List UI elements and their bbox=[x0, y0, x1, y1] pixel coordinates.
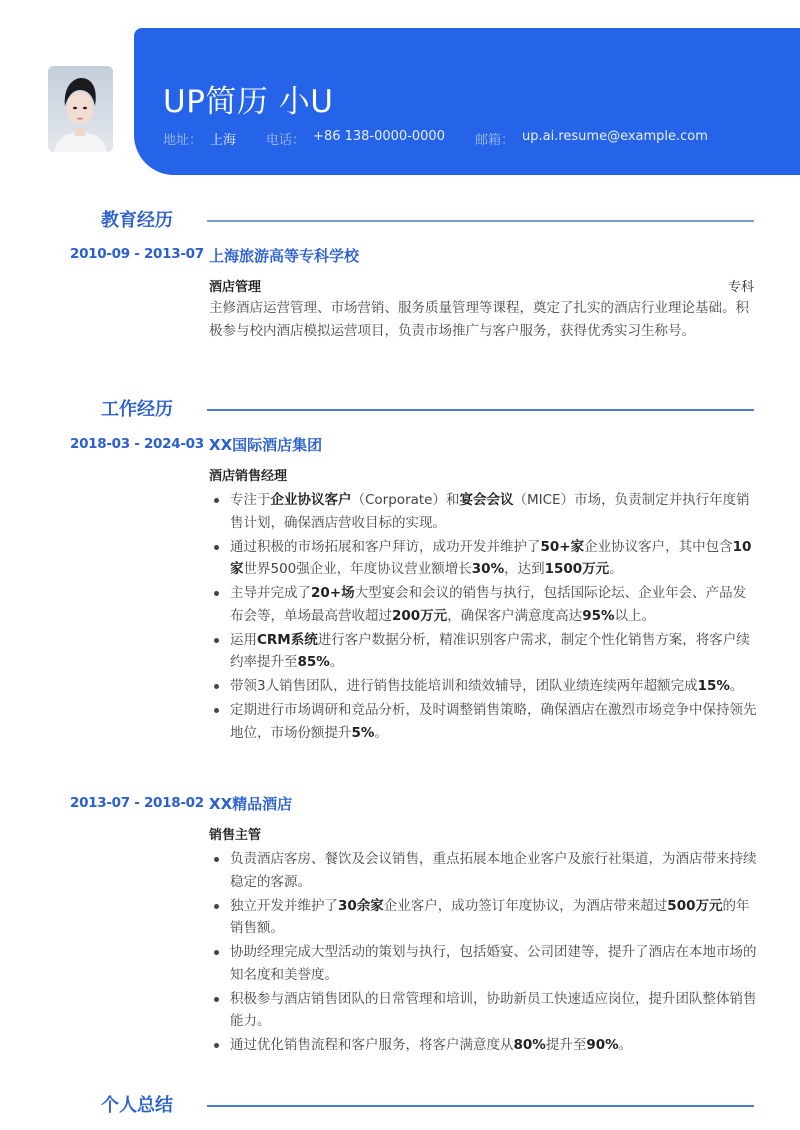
education-description: 主修酒店运营管理、市场营销、服务质量管理等课程，奠定了扎实的酒店行业理论基础。积极参与校内酒店模拟运营项目，负责市场推广与客户服务，获得优秀实习生称号。 bbox=[209, 300, 749, 339]
bullet-text: ，确保客户满意度高达 bbox=[447, 607, 583, 624]
bullet-text: 积极参与酒店销售团队的日常管理和培训，协助新员工快速适应岗位，提升团队整体销售能力。 bbox=[230, 990, 757, 1029]
highlight-text: 宴会会议 bbox=[459, 492, 514, 508]
bullet-text: 企业协议客户，其中包含 bbox=[584, 538, 733, 555]
bullet-item bbox=[209, 1034, 759, 1057]
bullet-text: （Corporate）和 bbox=[351, 492, 460, 508]
job-duties-2 bbox=[209, 848, 759, 1058]
contact-info bbox=[163, 129, 738, 148]
highlight-text: 50+家 bbox=[540, 538, 585, 555]
section-divider bbox=[207, 1105, 754, 1107]
phone-label: 电话： bbox=[266, 133, 306, 148]
company-name-2: XX精品酒店 bbox=[209, 795, 293, 813]
address-label: 地址： bbox=[163, 133, 203, 148]
bullet-text: 定期进行市场调研和竞品分析，及时调整销售策略，确保酒店在激烈市场竞争中保持领先地位，市场份额提升 bbox=[230, 702, 757, 741]
bullet-item bbox=[209, 699, 759, 744]
contact-phone bbox=[266, 129, 445, 148]
highlight-text: 5% bbox=[351, 724, 375, 741]
bullet-text: 提升至 bbox=[545, 1037, 587, 1053]
bullet-text: 带领3人销售团队，进行销售技能培训和绩效辅导，团队业绩连续两年超额完成 bbox=[230, 678, 698, 694]
candidate-name: UP简历 小U bbox=[163, 84, 334, 120]
email-label: 邮箱： bbox=[474, 133, 514, 148]
highlight-text: 200万元 bbox=[392, 607, 448, 624]
section-title-work: 工作经历 bbox=[101, 399, 173, 420]
bullet-text: 。 bbox=[618, 1037, 633, 1053]
highlight-text: CRM系统 bbox=[257, 631, 318, 648]
bullet-item bbox=[209, 941, 759, 986]
school-name: 上海旅游高等专科学校 bbox=[209, 247, 360, 265]
job-title-2: 销售主管 bbox=[209, 828, 262, 843]
bullet-item bbox=[209, 988, 759, 1033]
bullet-item bbox=[209, 629, 759, 674]
bullet-text: 通过积极的市场拓展和客户拜访，成功开发并维护了 bbox=[230, 538, 541, 555]
highlight-text: 85% bbox=[297, 654, 330, 670]
bullet-text: 的年销售额。 bbox=[230, 897, 750, 936]
highlight-text: 20+场 bbox=[311, 585, 355, 601]
bullet-item bbox=[209, 848, 759, 893]
portrait-image bbox=[48, 66, 113, 152]
highlight-text: 15% bbox=[697, 678, 730, 694]
bullet-text: 负责酒店客房、餐饮及会议销售，重点拓展本地企业客户及旅行社渠道，为酒店带来持续稳定的客源。 bbox=[230, 851, 757, 890]
highlight-text: 10家 bbox=[230, 538, 752, 577]
bullet-text: （MICE）市场，负责制定并执行年度销售计划，确保酒店营收目标的实现。 bbox=[230, 492, 750, 531]
bullet-item bbox=[209, 489, 759, 534]
major: 酒店管理 bbox=[209, 280, 262, 295]
contact-address bbox=[163, 129, 236, 148]
highlight-text: 企业协议客户 bbox=[270, 492, 352, 508]
bullet-text: 。 bbox=[729, 678, 744, 694]
summary-section-header bbox=[0, 1091, 800, 1121]
work-section-header bbox=[0, 395, 800, 425]
bullet-text: 运用 bbox=[230, 631, 257, 648]
highlight-text: 95% bbox=[582, 607, 615, 624]
bullet-text: 企业客户，成功签订年度协议，为酒店带来超过 bbox=[383, 897, 668, 914]
highlight-text: 1500万元 bbox=[544, 561, 610, 577]
bullet-text: 协助经理完成大型活动的策划与执行，包括婚宴、公司团建等，提升了酒店在本地市场的知名度和美誉度。 bbox=[230, 944, 757, 983]
bullet-text: 通过优化销售流程和客户服务，将客户满意度从 bbox=[230, 1037, 514, 1053]
bullet-item bbox=[209, 536, 759, 581]
bullet-text: 独立开发并维护了 bbox=[230, 897, 338, 914]
email-value: up.ai.resume@example.com bbox=[522, 129, 708, 144]
bullet-text: 。 bbox=[329, 654, 344, 670]
bullet-item bbox=[209, 675, 759, 698]
bullet-item bbox=[209, 582, 759, 627]
bullet-text: 。 bbox=[609, 561, 623, 577]
highlight-text: 30余家 bbox=[338, 897, 384, 914]
education-date: 2010-09 - 2013-07 bbox=[70, 246, 204, 262]
job-duties-1 bbox=[209, 489, 759, 746]
bullet-text: 以上。 bbox=[614, 607, 656, 624]
section-divider bbox=[207, 220, 754, 222]
highlight-text: 80% bbox=[513, 1037, 546, 1053]
work-date-2: 2013-07 - 2018-02 bbox=[70, 795, 204, 811]
company-name-1: XX国际酒店集团 bbox=[209, 436, 323, 454]
section-title-education: 教育经历 bbox=[101, 210, 173, 231]
job-title-1: 酒店销售经理 bbox=[209, 469, 288, 484]
highlight-text: 90% bbox=[586, 1037, 619, 1053]
education-section-header bbox=[0, 206, 800, 236]
bullet-text: 进行客户数据分析，精准识别客户需求，制定个性化销售方案，将客户续约率提升至 bbox=[230, 631, 750, 670]
degree: 专科 bbox=[727, 280, 754, 295]
bullet-text: 大型宴会和会议的销售与执行，包括国际论坛、企业年会、产品发布会等，单场最高营收超过 bbox=[230, 585, 747, 624]
bullet-text: 主导并完成了 bbox=[230, 585, 311, 601]
bullet-text: 专注于 bbox=[230, 492, 271, 508]
bullet-text: 。 bbox=[374, 724, 388, 741]
contact-email bbox=[475, 129, 708, 148]
work-date-1: 2018-03 - 2024-03 bbox=[70, 436, 204, 452]
address-value: 上海 bbox=[210, 133, 237, 148]
section-divider bbox=[207, 409, 754, 411]
highlight-text: 30% bbox=[471, 561, 505, 577]
section-title-summary: 个人总结 bbox=[101, 1095, 173, 1116]
bullet-item bbox=[209, 895, 759, 940]
bullet-text: 世界500强企业，年度协议营业额增长 bbox=[243, 561, 472, 577]
profile-photo bbox=[48, 66, 113, 152]
highlight-text: 500万元 bbox=[667, 897, 723, 914]
bullet-text: ，达到 bbox=[504, 561, 545, 577]
phone-value: +86 138-0000-0000 bbox=[313, 129, 445, 144]
